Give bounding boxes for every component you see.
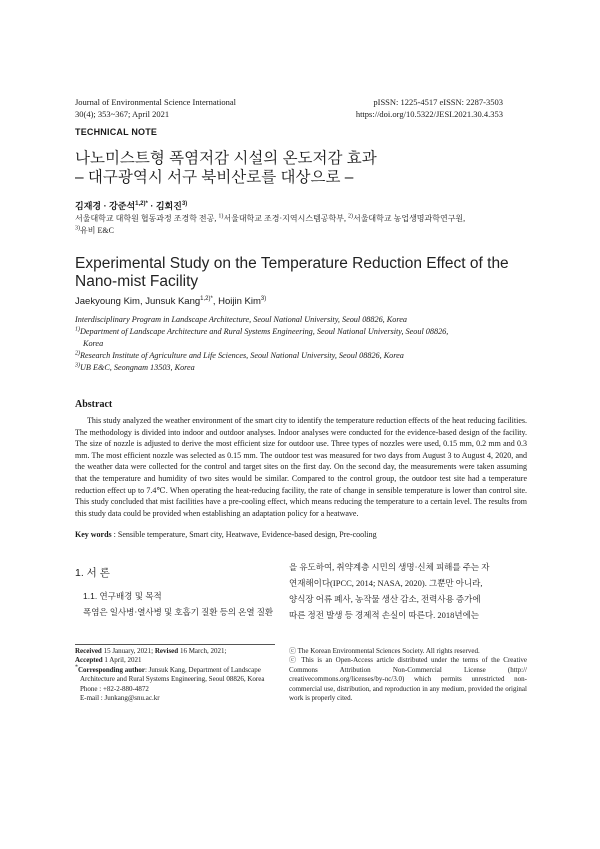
affil-sup: 1) — [75, 326, 80, 333]
body-line: 양식장 어류 폐사, 농작물 생산 감소, 전력사용 증가에 — [289, 594, 481, 604]
affiliation-text: Department of Landscape Architecture and Rural Systems Engineering, Seoul National University, Seoul 08826, — [80, 327, 449, 337]
korean-authors — [75, 199, 187, 212]
affil-sup: 2) — [75, 350, 80, 357]
keywords-label: Key words — [75, 530, 112, 539]
body-text-col2 — [289, 559, 527, 623]
author-separator: · — [147, 201, 156, 211]
affil-sup: 3) — [75, 225, 80, 232]
affiliation-text: Research Institute of Agriculture and Life Sciences, Seoul National University, Seoul 08826, Korea — [80, 351, 404, 361]
korean-affil-1: 서울대학교 대학원 협동과정 조경학 전공, — [75, 214, 219, 223]
author-sup: 1,2)* — [135, 201, 148, 207]
korean-title-line2: – 대구광역시 서구 북비산로를 대상으로 – — [75, 169, 354, 186]
affiliation-line — [75, 314, 527, 326]
corr-asterisk: * — [75, 664, 78, 671]
journal-header — [75, 96, 236, 120]
received-date: 15 January, 2021; — [101, 647, 155, 655]
affiliation-text: Korea — [83, 339, 104, 349]
accepted-date: 1 April, 2021 — [102, 656, 142, 665]
english-title: Experimental Study on the Temperature Reduction Effect of the Nano-mist Facility — [75, 255, 509, 290]
corresponding-text: : Junsuk Kang, Department of Landscape — [144, 665, 261, 674]
accepted-line — [75, 656, 275, 665]
license-text: ⓒ This is an Open-Access article distributed under the terms of the Creative Commons Attribution Non-Commercial License (http:// creativecommons.org/licenses/by-nc/3.0) which permits unrestricted non-commercial use, distribution, and reproduction in any medium, provided the original work is properly cited. — [289, 656, 527, 703]
keywords — [75, 530, 527, 539]
copyright-line: ⓒ The Korean Environmental Sciences Society. All rights reserved. — [289, 647, 480, 655]
abstract-body: This study analyzed the weather environment of the smart city to identify the temperature reduction effects of the heat reducing facilities. The methodology is divided into indoor and outdoor analyses. Indoor analyses were conducted for the evidence-based design of the facility. The size of nozzle is adjusted to derive the most efficient size for outdoor use. Three types of nozzles were used, 0.15 mm, 0.2 mm and 0.3 mm. The most efficient nozzle was selected as 0.15 mm. The outdoor test was measured for two days from August 3 to August 4, 2020, and the weather data were collected for the control and target sites on the first day. On the second day, the measurements were taken assuming that the temperature and humidity of two sites would be similar. Compared to the control group, the outdoor test site had a temperature reduction effect up to 7.4℃. When operating the heat-reducing facility, the rate of change in sensible temperature is lower than control site. This study concluded that mist facilities have a pre-cooling effect, which means reducing the temperature to a certain level. The results from this study data could be provided when establishing an adaptation policy for a heatwave. — [75, 416, 527, 518]
affiliation-text: Interdisciplinary Program in Landscape Architecture, Seoul National University, Seoul 08826, Korea — [75, 315, 407, 324]
affiliation-line — [75, 338, 527, 350]
korean-affil-2: 서울대학교 조경·지역시스템공학부, — [223, 214, 348, 223]
corresponding-line — [75, 666, 275, 675]
corresponding-label: Corresponding author — [78, 665, 145, 674]
body-line: 연재해이다(IPCC, 2014; NASA, 2020). 그뿐만 아니라, — [289, 578, 483, 588]
english-author-a: Jaekyoung Kim, Junsuk Kang — [75, 296, 201, 307]
affil-sup: 2) — [347, 213, 353, 220]
article-type: TECHNICAL NOTE — [75, 127, 158, 137]
korean-author-2: 김회진 — [155, 201, 182, 211]
english-author-b: , Hoijin Kim — [212, 296, 261, 307]
subsection-heading: 1.1. 연구배경 및 목적 — [83, 591, 162, 601]
affil-sup: 3) — [75, 362, 80, 369]
accepted-label: Accepted — [75, 656, 103, 665]
author-sup: 3) — [181, 201, 188, 207]
body-line: 따른 정전 발생 등 경제적 손실이 따른다. 2018년에는 — [289, 610, 480, 620]
korean-affiliations — [75, 213, 525, 237]
english-affiliations — [75, 314, 527, 374]
body-text-col1: 폭염은 일사병·열사병 및 호흡기 질환 등의 온열 질환 — [83, 607, 274, 617]
korean-title — [75, 149, 377, 187]
korean-affil-3: 서울대학교 농업생명과학연구원, — [352, 214, 466, 223]
article-history — [75, 647, 275, 703]
keywords-text: : Sensible temperature, Smart city, Heatwave, Evidence-based design, Pre-cooling — [111, 530, 377, 539]
corresponding-address: Architecture and Rural Systems Engineering, Seoul 08826, Korea — [80, 675, 265, 684]
korean-author-1: 김재경 · 강준석 — [75, 201, 136, 211]
issn: pISSN: 1225-4517 eISSN: 2287-3503 — [373, 97, 503, 107]
body-line: 을 유도하여, 취약계층 시민의 생명·신체 피해를 주는 자 — [289, 562, 490, 572]
affiliation-line — [75, 362, 527, 374]
license-notice — [289, 647, 527, 703]
received-line — [75, 647, 275, 656]
doi-link[interactable]: https://doi.org/10.5322/JESI.2021.30.4.353 — [355, 109, 503, 119]
affiliation-line — [75, 350, 527, 362]
korean-affil-4: 유비 E&C — [80, 226, 114, 235]
journal-identifiers — [356, 96, 503, 120]
abstract-heading: Abstract — [75, 399, 113, 410]
journal-name: Journal of Environmental Science International — [75, 97, 236, 107]
author-sup: 1,2)* — [200, 295, 213, 302]
korean-title-line1: 나노미스트형 폭염저감 시설의 온도저감 효과 — [75, 150, 377, 167]
revised-date: 16 March, 2021; — [178, 647, 227, 655]
email-link[interactable]: E-mail : Junkang@snu.ac.kr — [80, 694, 160, 703]
affiliation-line — [75, 326, 527, 338]
author-sup: 3) — [260, 295, 267, 302]
received-label: Received — [75, 647, 102, 655]
revised-label: Revised — [154, 647, 179, 655]
phone: Phone : +82-2-880-4872 — [80, 684, 149, 693]
affil-sup: 1) — [218, 213, 224, 220]
affiliation-text: UB E&C, Seongnam 13503, Korea — [80, 363, 195, 373]
journal-volume: 30(4); 353~367; April 2021 — [75, 109, 170, 119]
footnote-divider — [75, 644, 275, 645]
section-heading: 1. 서 론 — [75, 567, 110, 579]
english-authors — [75, 296, 266, 307]
